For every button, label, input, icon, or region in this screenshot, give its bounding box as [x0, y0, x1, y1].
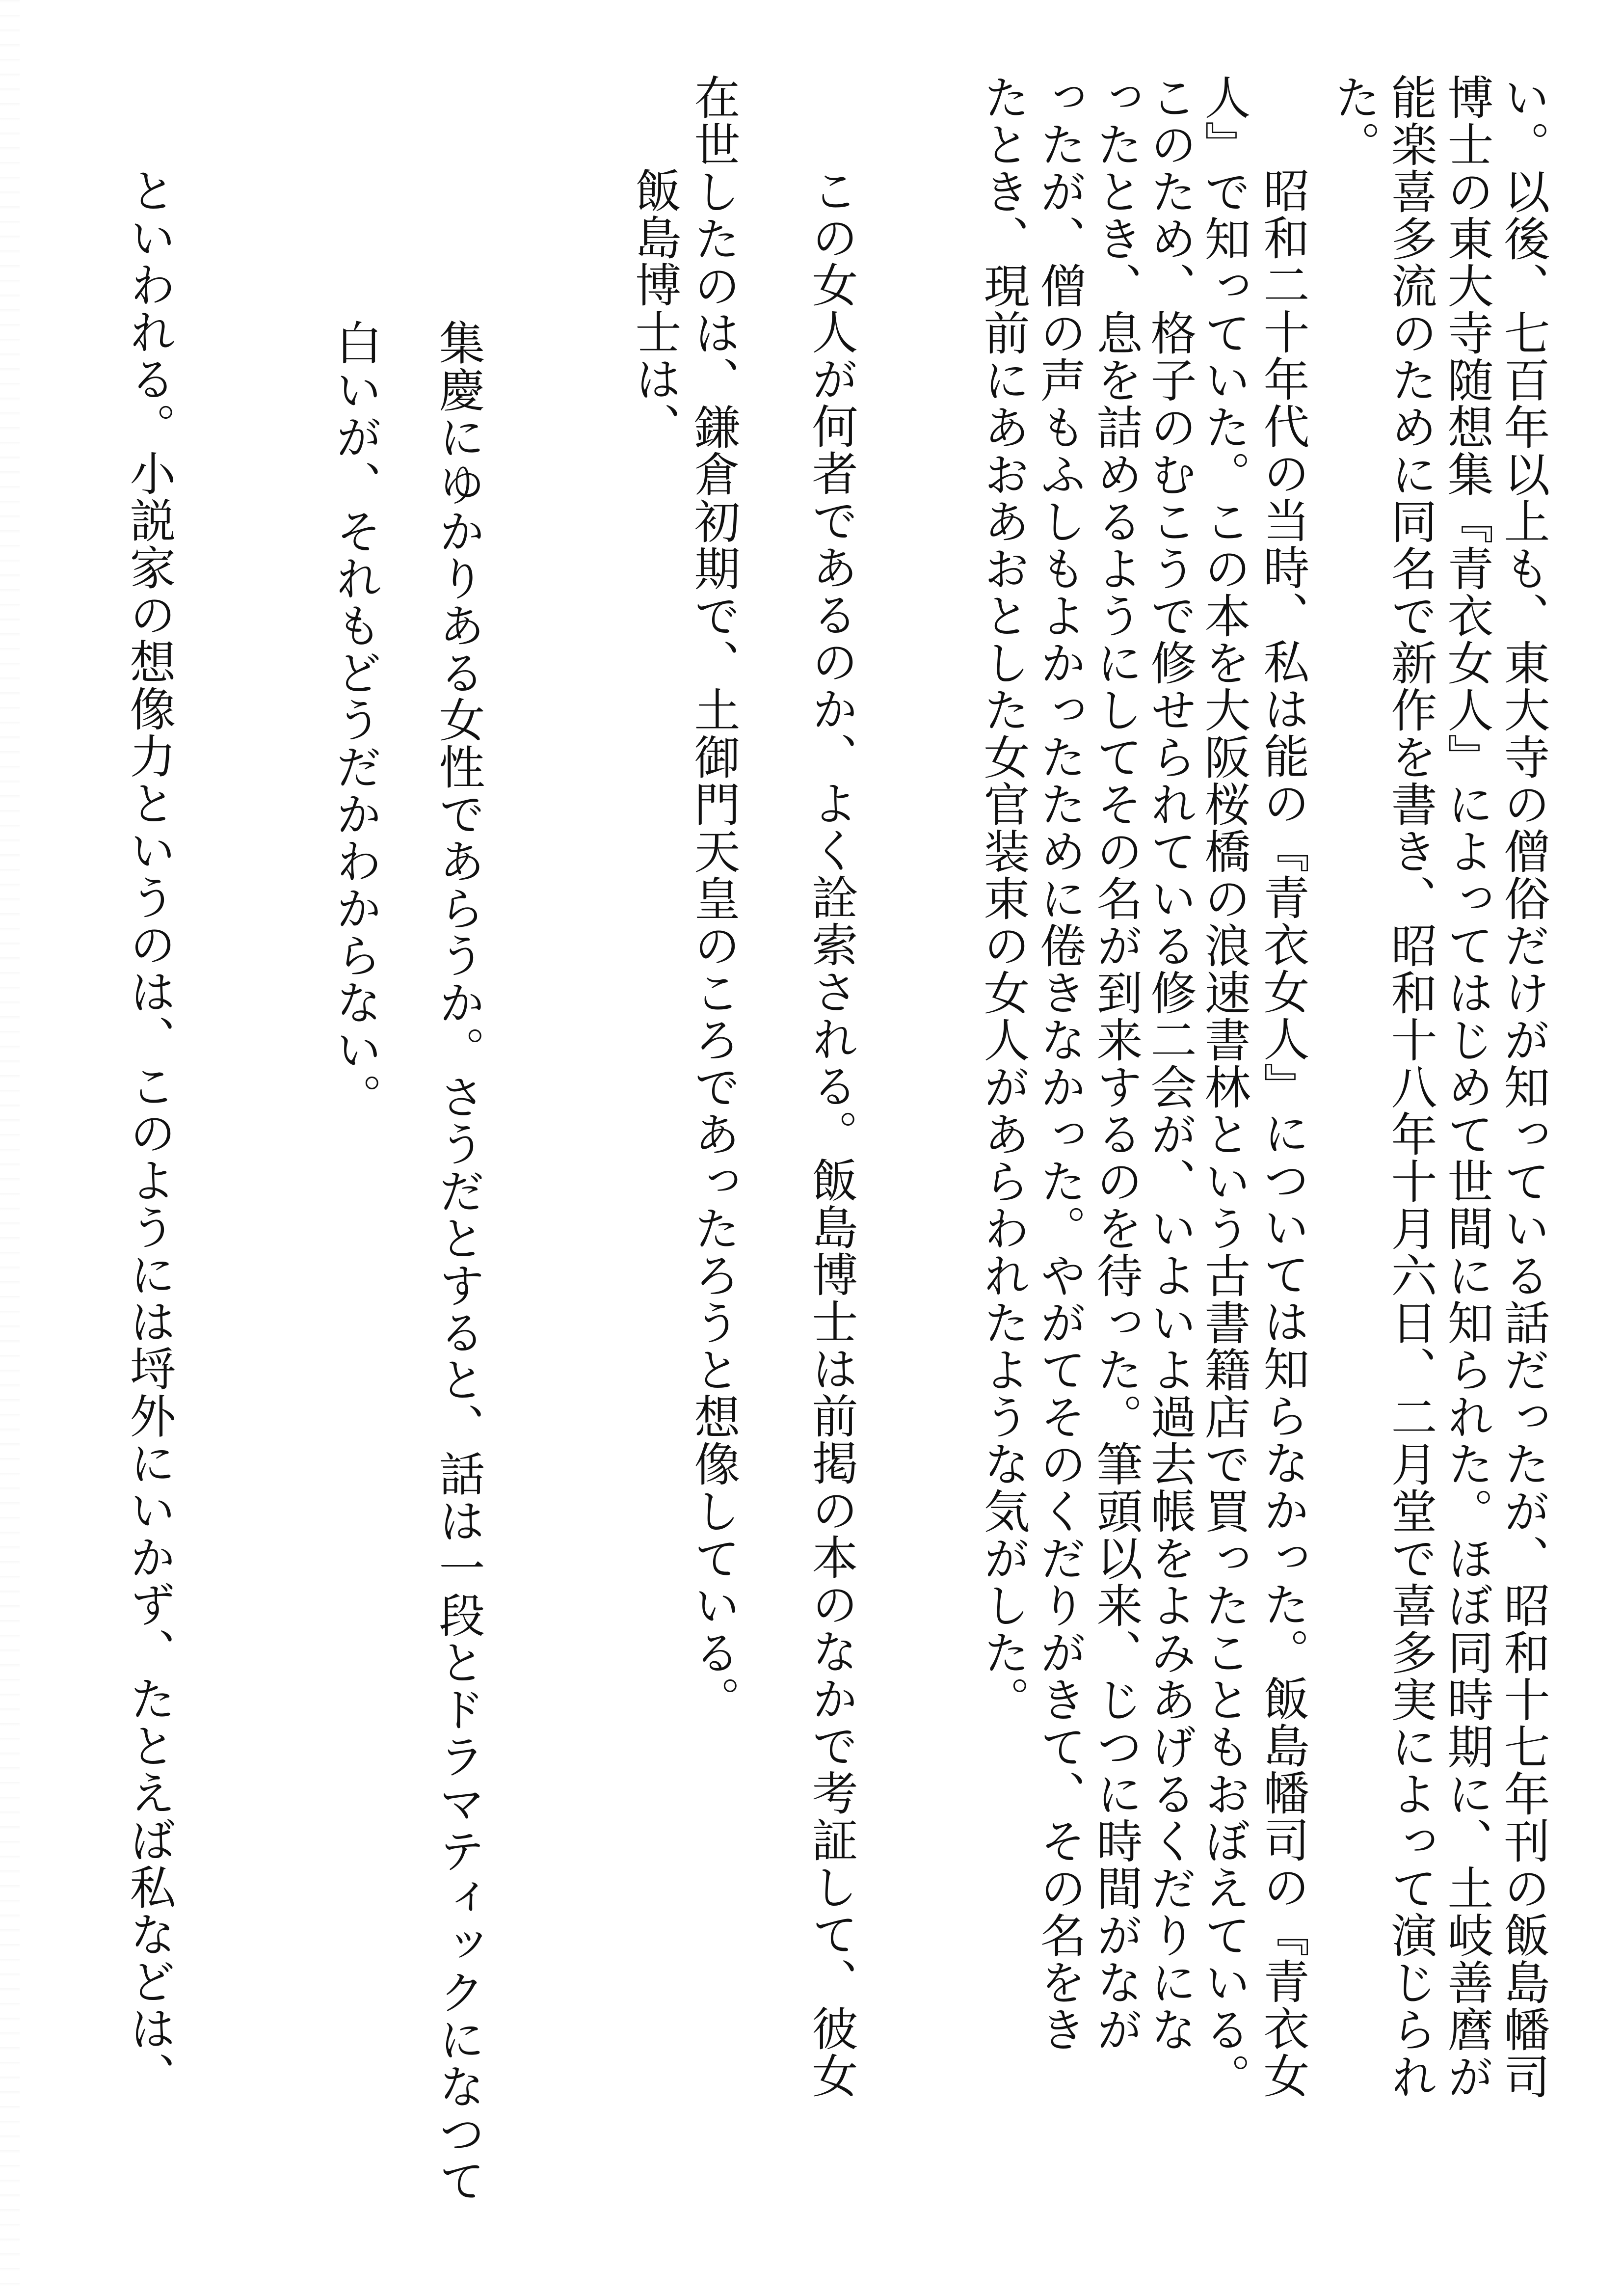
- vertical-text-body: [0, 74, 1623, 2283]
- text-line: た。: [1327, 74, 1380, 168]
- paragraph-start-line: この女人が何者であるのか、よく詮索される。飯島博士は前掲の本のなかで考証して、彼女: [804, 167, 857, 2099]
- text-line: ったが、僧の声もふしもよかったために倦きなかった。やがてそのくだりがきて、その名をき: [1032, 74, 1086, 2053]
- quoted-text-line: 白いが、それもどうだかわからない。: [328, 319, 381, 1120]
- paragraph-start-line: 飯島博士は、: [627, 167, 681, 450]
- paragraph-start-line: 昭和二十年代の当時、私は能の『青衣女人』については知らなかった。飯島幡司の『青衣女: [1255, 167, 1309, 2099]
- text-line: ったとき、息を詰めるようにしてその名が到来するのを待った。筆頭以来、じつに時間がなが: [1089, 74, 1142, 2053]
- quoted-text-line: 集慶にゆかりある女性であらうか。さうだとすると、話は一段とドラマティックになつて: [431, 319, 484, 2204]
- text-line: い。以後、七百年以上も、東大寺の僧俗だけが知っている話だったが、昭和十七年刊の飯島幡司: [1496, 74, 1549, 2100]
- text-line: 在世したのは、鎌倉初期で、土御門天皇のころであったろうと想像している。: [686, 74, 740, 1723]
- text-line: このため、格子のむこうで修せられている修二会が、いよいよ過去帳をよみあげるくだりにな: [1143, 74, 1196, 2053]
- text-line: たとき、現前にあおあおとした女官装束の女人があらわれたような気がした。: [976, 74, 1029, 1723]
- text-line: 博士の東大寺随想集『青衣女人』によってはじめて世間に知られた。ほぼ同時期に、土岐善麿が: [1439, 74, 1493, 2100]
- text-line: 人』で知っていた。この本を大阪桜橋の浪速書林という古書籍店で買ったこともおぼえている。: [1197, 74, 1250, 2100]
- text-line: 能楽喜多流のために同名で新作を書き、昭和十八年十月六日、二月堂で喜多実によって演じられ: [1383, 74, 1437, 2100]
- text-line: といわれる。小説家の想像力というのは、このようには埒外にいかず、たとえば私などは、: [122, 167, 175, 2099]
